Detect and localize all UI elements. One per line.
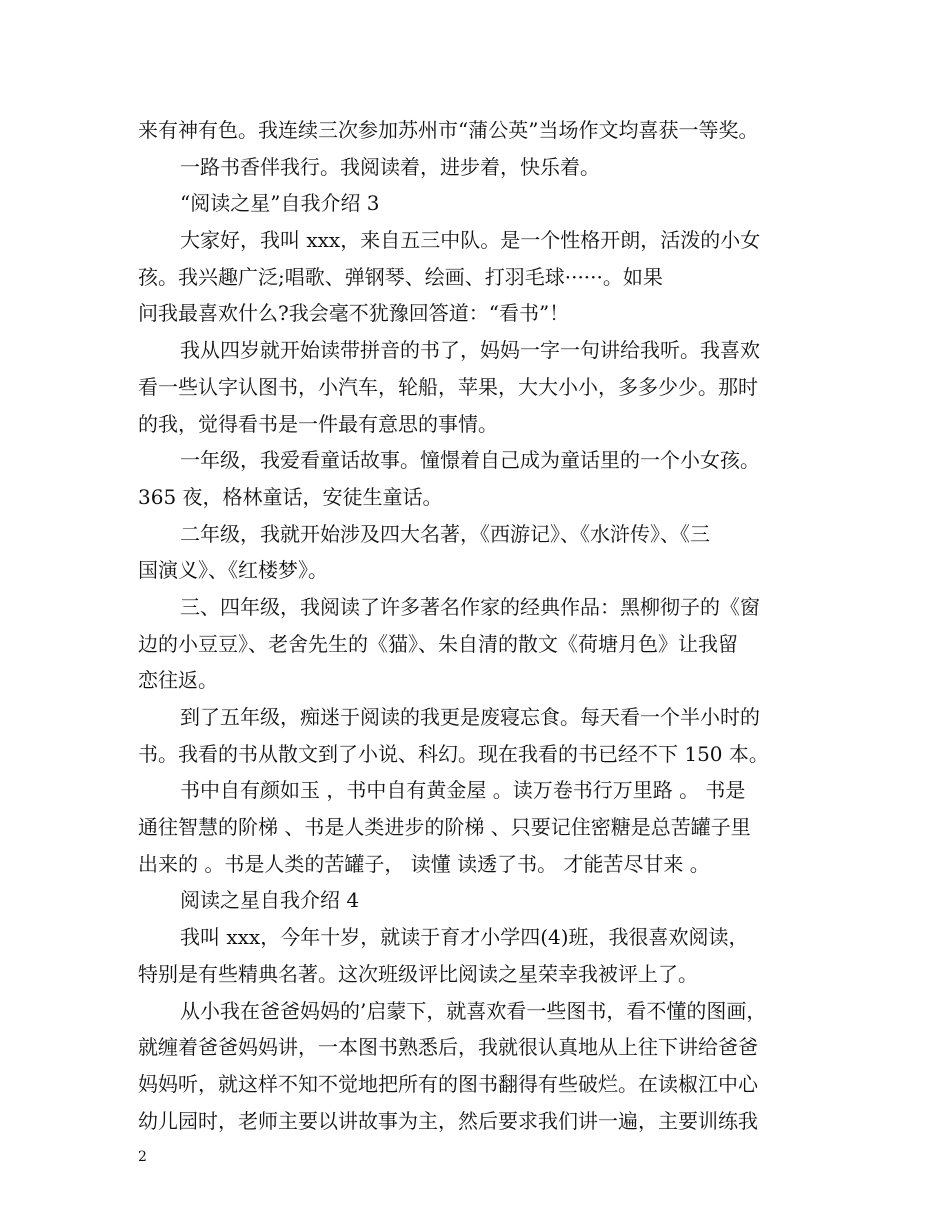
text-line: 我从四岁就开始读带拼音的书了，妈妈一字一句讲给我听。我喜欢 xyxy=(180,338,760,363)
text-line: 二年级，我就开始涉及四大名著，《西游记》、《水浒传》、《三 xyxy=(180,521,710,546)
text-line: 到了五年级，痴迷于阅读的我更是废寝忘食。每天看一个半小时的 xyxy=(180,705,760,729)
text-line: 的我，觉得看书是一件最有意思的事情。 xyxy=(138,411,498,436)
text-line: 来有神有色。我连续三次参加苏州市“蒲公英”当场作文均喜获一等奖。 xyxy=(138,118,759,142)
text-line: 特别是有些精典名著。这次班级评比阅读之星荣幸我被评上了。 xyxy=(138,961,698,986)
document-body xyxy=(138,112,818,1139)
text-line: 一路书香伴我行。我阅读着，进步着，快乐着。 xyxy=(180,154,600,179)
text-line: 一年级，我爱看童话故事。憧憬着自己成为童话里的一个小女孩。 xyxy=(180,448,760,473)
text-line: 出来的 。书是人类的苦罐子， 读懂 读透了书。 才能苦尽甘来 。 xyxy=(138,851,710,876)
text-line: 从小我在爸爸妈妈的’启蒙下，就喜欢看一些图书，看不懂的图画， xyxy=(180,998,767,1023)
text-line: 妈妈听，就这样不知不觉地把所有的图书翻得有些破烂。在读椒江中心 xyxy=(138,1071,758,1096)
page-number: 2 xyxy=(138,1149,147,1165)
text-line: “阅读之星”自我介绍 3 xyxy=(180,191,380,216)
text-line: 幼儿园时，老师主要以讲故事为主，然后要求我们讲一遍，主要训练我 xyxy=(138,1108,758,1133)
text-line: 孩。我兴趣广泛;唱歌、弹钢琴、绘画、打羽毛球······。如果 xyxy=(138,264,663,289)
text-line: 问我最喜欢什么?我会毫不犹豫回答道：“看书”！ xyxy=(138,301,570,326)
text-line: 三、四年级，我阅读了许多著名作家的经典作品：黑柳彻子的《窗 xyxy=(180,594,760,619)
text-line: 就缠着爸爸妈妈讲，一本图书熟悉后，我就很认真地从上往下讲给爸爸 xyxy=(138,1035,758,1060)
text-line: 阅读之星自我介绍 4 xyxy=(180,888,360,913)
text-line: 恋往返。 xyxy=(138,668,218,693)
text-line: 通往智慧的阶梯 、书是人类进步的阶梯 、只要记住密糖是总苦罐子里 xyxy=(138,815,751,840)
text-line: 国演义》、《红楼梦》。 xyxy=(138,558,328,583)
text-line: 看一些认字认图书，小汽车，轮船，苹果，大大小小，多多少少。那时 xyxy=(138,374,758,399)
text-line: 365 夜，格林童话，安徒生童话。 xyxy=(138,484,443,509)
text-line: 大家好，我叫 xxx，来自五三中队。是一个性格开朗，活泼的小女 xyxy=(180,228,761,253)
text-line: 我叫 xxx，今年十岁，就读于育才小学四(4)班，我很喜欢阅读， xyxy=(180,925,749,950)
text-line: 边的小豆豆》、老舍先生的《猫》、朱自清的散文《荷塘月色》让我留 xyxy=(138,631,738,656)
text-line: 书中自有颜如玉 ，书中自有黄金屋 。读万卷书行万里路 。 书是 xyxy=(180,778,746,803)
text-line: 书。我看的书从散文到了小说、科幻。现在我看的书已经不下 150 本。 xyxy=(138,741,769,766)
